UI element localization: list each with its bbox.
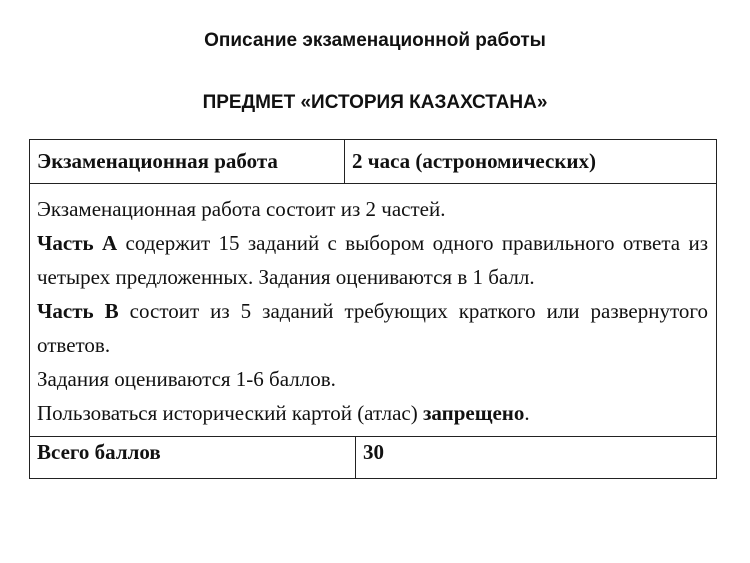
intro-text: Экзаменационная работа состоит из 2 частей. bbox=[37, 197, 446, 221]
part-b-text: состоит из 5 заданий требующих краткого или развернутого ответов. bbox=[37, 299, 708, 357]
duration-value: 2 часа (астрономических) bbox=[345, 140, 717, 184]
subject-title: ПРЕДМЕТ «ИСТОРИЯ КАЗАХСТАНА» bbox=[202, 92, 548, 113]
part-a-text: содержит 15 заданий с выбором одного правильного ответа из четырех предложенных. Задания оцениваются в 1 балл. bbox=[37, 231, 708, 289]
total-value: 30 bbox=[356, 437, 717, 479]
duration-label: Экзаменационная работа bbox=[30, 140, 345, 184]
part-b-label: Часть В bbox=[37, 299, 119, 323]
part-b-paragraph bbox=[37, 294, 708, 362]
scoring-text: Задания оцениваются 1-6 баллов. bbox=[37, 367, 336, 391]
page-title: Описание экзаменационной работы bbox=[204, 30, 546, 51]
part-a-label: Часть А bbox=[37, 231, 118, 255]
map-rule-paragraph bbox=[37, 396, 708, 430]
duration-row bbox=[30, 140, 717, 184]
description-cell bbox=[30, 184, 717, 437]
total-label: Всего баллов bbox=[30, 437, 356, 479]
map-rule-end: . bbox=[524, 401, 530, 425]
part-a-paragraph bbox=[37, 226, 708, 294]
map-forbidden: запрещено bbox=[422, 401, 525, 425]
total-row bbox=[30, 437, 717, 479]
map-rule-text: Пользоваться исторический картой (атлас) bbox=[37, 401, 423, 425]
description-row bbox=[30, 184, 717, 437]
exam-description-table bbox=[29, 139, 717, 479]
